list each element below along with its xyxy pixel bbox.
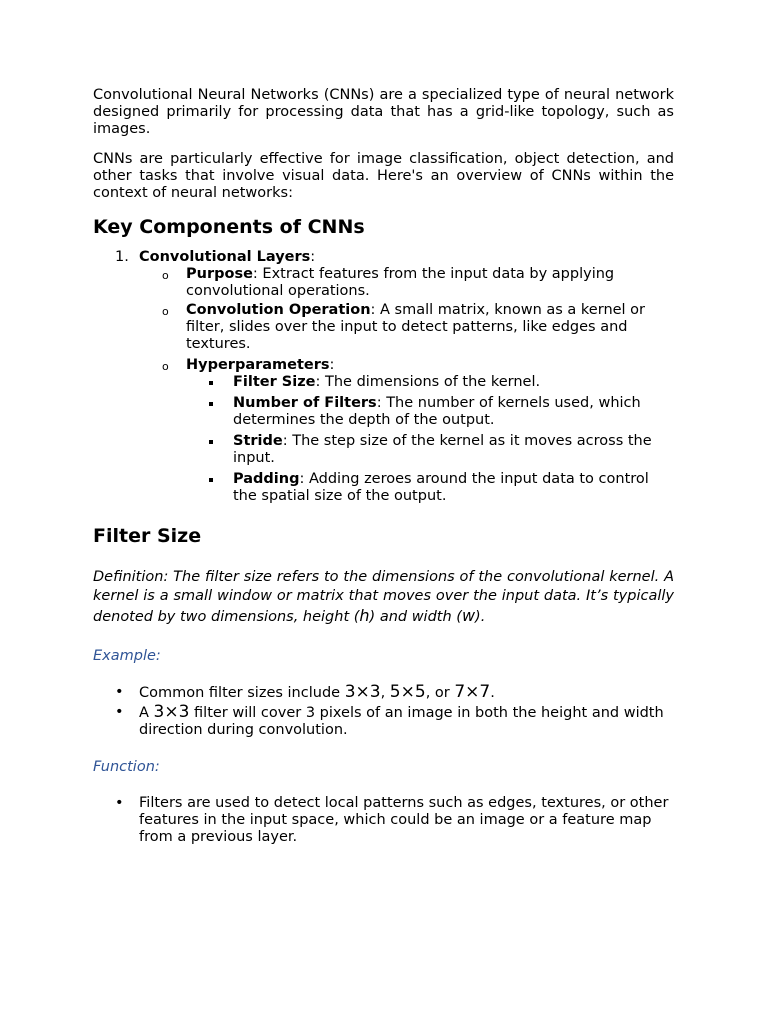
term-label: Purpose <box>186 266 253 282</box>
example-separator: , <box>380 685 390 701</box>
list-number: 1. <box>115 249 129 265</box>
term-text: : Extract features from the input data by applying convolutional operations. <box>186 266 615 299</box>
term-text: : Adding zeroes around the input data to control the spatial size of the output. <box>233 471 649 504</box>
square-bullet-icon <box>209 440 213 444</box>
example-text: . <box>490 685 495 701</box>
math-3x3: 3×3 <box>344 682 381 702</box>
example-item-3x3-coverage <box>93 704 674 739</box>
definition-text-b: ) and width ( <box>369 609 462 625</box>
square-bullet-icon <box>209 402 213 406</box>
hyperparam-stride <box>186 433 674 467</box>
example-item-common-sizes <box>93 684 674 702</box>
function-list <box>93 795 674 846</box>
term-label: Hyperparameters <box>186 357 330 373</box>
term-text: : The number of kernels used, which determines the depth of the output. <box>233 395 641 428</box>
term-label: Stride <box>233 433 283 449</box>
sublist-item-hyperparameters <box>139 357 674 505</box>
definition-paragraph <box>93 568 674 627</box>
key-components-heading: Key Components of CNNs <box>93 216 365 238</box>
example-separator: , or <box>425 685 455 701</box>
sublist-item-purpose <box>139 266 674 300</box>
item-colon: : <box>310 249 316 265</box>
components-list <box>93 249 674 505</box>
term-text: : The dimensions of the kernel. <box>315 374 541 390</box>
bullet-icon: • <box>115 795 124 811</box>
sublist-item-convolution-operation <box>139 302 674 353</box>
square-bullet-icon <box>209 381 213 385</box>
example-subheading: Example: <box>93 648 161 664</box>
intro-paragraph-1: Convolutional Neural Networks (CNNs) are a specialized type of neural network designed primarily for processing data that has a grid-like topology, such as images. <box>93 87 674 137</box>
function-item <box>93 795 674 846</box>
definition-text-c: ). <box>475 609 486 625</box>
term-label: Padding <box>233 471 300 487</box>
term-label: Number of Filters <box>233 395 377 411</box>
math-w: w <box>461 606 476 625</box>
hyperparam-filter-size <box>186 374 674 391</box>
convolutional-sublist <box>139 266 674 505</box>
term-text: : The step size of the kernel as it moves across the input. <box>233 433 652 466</box>
math-h: h <box>359 606 370 625</box>
intro-paragraph-2: CNNs are particularly effective for image classification, object detection, and other tasks that involve visual data. Here's an overview of CNNs within the context of neural networks: <box>93 151 674 201</box>
example-text: filter will cover 3 pixels of an image in both the height and width direction during convolution. <box>139 705 664 738</box>
filter-size-heading: Filter Size <box>93 525 202 547</box>
math-5x5: 5×5 <box>389 682 426 702</box>
example-text: Common filter sizes include <box>139 685 345 701</box>
math-7x7: 7×7 <box>454 682 491 702</box>
term-label: Convolution Operation <box>186 302 371 318</box>
circle-bullet-icon: o <box>162 360 169 373</box>
document-body <box>93 87 674 848</box>
bullet-icon: • <box>115 704 124 720</box>
example-list <box>93 684 674 739</box>
function-text: Filters are used to detect local patterns such as edges, textures, or other features in the input space, which could be an image or a feature map from a previous layer. <box>139 795 669 845</box>
term-text: : A small matrix, known as a kernel or filter, slides over the input to detect patterns, like edges and textures. <box>186 302 646 352</box>
bullet-icon: • <box>115 684 124 700</box>
hyperparameters-sublist <box>186 374 674 505</box>
hyperparam-number-of-filters <box>186 395 674 429</box>
circle-bullet-icon: o <box>162 269 169 282</box>
definition-text-a: Definition: The filter size refers to the dimensions of the convolutional kernel. A kernel is a small window or matrix that moves over the input data. It’s typically denoted by two dimensions, height ( <box>93 569 674 625</box>
circle-bullet-icon: o <box>162 305 169 318</box>
list-item-convolutional-layers <box>93 249 674 505</box>
term-text: : <box>329 357 335 373</box>
hyperparam-padding <box>186 471 674 505</box>
item-title: Convolutional Layers <box>139 249 311 265</box>
function-subheading: Function: <box>93 759 160 775</box>
example-text: A <box>139 705 154 721</box>
term-label: Filter Size <box>233 374 316 390</box>
math-3x3: 3×3 <box>153 702 190 722</box>
square-bullet-icon <box>209 478 213 482</box>
